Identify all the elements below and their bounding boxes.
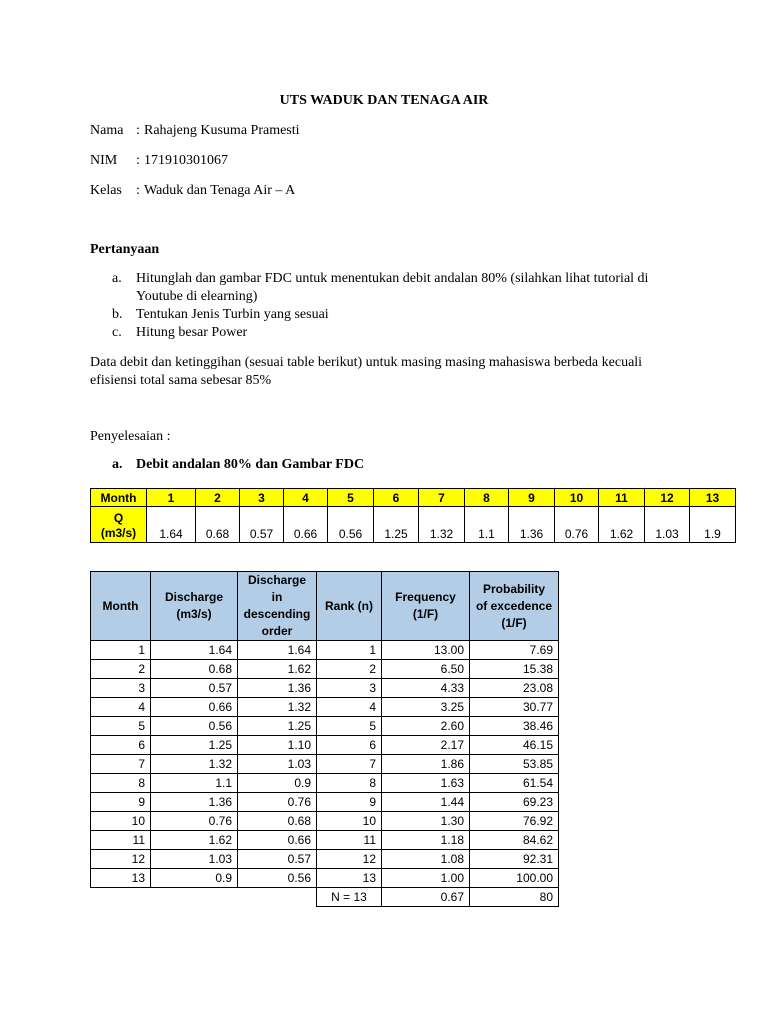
header-line: (1/F)	[412, 607, 439, 621]
fdc-cell-rank: 5	[317, 717, 382, 736]
table1-q-cell: 0.76	[555, 507, 599, 543]
table1-q-label	[91, 507, 147, 543]
header-line: order	[261, 624, 293, 638]
fdc-cell-discharge: 0.66	[151, 698, 238, 717]
fdc-cell-desc: 0.68	[238, 812, 317, 831]
table-row	[91, 717, 559, 736]
data-paragraph: Data debit dan ketinggihan (sesuai table berikut) untuk masing masing mahasiswa berbeda kecuali efisiensi total sama sebesar 85%	[90, 355, 643, 388]
fdc-cell-freq: 1.30	[382, 812, 470, 831]
table1-q-cell: 0.68	[196, 507, 240, 543]
fdc-cell-discharge: 1.1	[151, 774, 238, 793]
fdc-cell-rank: 12	[317, 850, 382, 869]
fdc-cell-prob: 7.69	[470, 641, 559, 660]
document-title: UTS WADUK DAN TENAGA AIR	[279, 93, 489, 108]
fdc-cell-rank: 11	[317, 831, 382, 850]
table-row	[91, 812, 559, 831]
fdc-cell-rank: 1	[317, 641, 382, 660]
fdc-cell-rank: 6	[317, 736, 382, 755]
header-line: (m3/s)	[176, 607, 212, 621]
table1-q-cell: 1.36	[509, 507, 555, 543]
table-row	[91, 793, 559, 812]
table1-q-cell: 1.1	[465, 507, 509, 543]
table1-q-cell: 0.56	[328, 507, 374, 543]
table-row	[91, 755, 559, 774]
fdc-cell-desc: 0.66	[238, 831, 317, 850]
fdc-cell-desc: 1.62	[238, 660, 317, 679]
info-value: Waduk dan Tenaga Air – A	[144, 183, 296, 198]
fdc-cell-freq: 1.08	[382, 850, 470, 869]
fdc-cell-prob: 15.38	[470, 660, 559, 679]
table1-month-cell: 6	[374, 489, 419, 507]
table1-q-cell: 1.62	[599, 507, 645, 543]
fdc-footer-blank	[151, 888, 238, 907]
fdc-cell-freq: 4.33	[382, 679, 470, 698]
fdc-cell-freq: 1.18	[382, 831, 470, 850]
fdc-cell-freq: 6.50	[382, 660, 470, 679]
fdc-header-row	[91, 572, 559, 641]
subsection-heading	[112, 457, 364, 473]
info-label: Kelas	[90, 183, 122, 198]
fdc-cell-rank: 10	[317, 812, 382, 831]
question-marker: b.	[112, 307, 123, 322]
fdc-cell-month: 5	[91, 717, 151, 736]
fdc-cell-desc: 0.76	[238, 793, 317, 812]
info-label: NIM	[90, 153, 118, 168]
fdc-cell-discharge: 0.56	[151, 717, 238, 736]
fdc-cell-freq: 1.44	[382, 793, 470, 812]
table1-month-cell: 3	[240, 489, 284, 507]
header-line: of excedence	[475, 598, 553, 613]
table1-month-row	[91, 489, 736, 507]
table-row	[91, 736, 559, 755]
fdc-cell-month: 3	[91, 679, 151, 698]
table1-q-cell: 1.32	[419, 507, 465, 543]
fdc-header-frequency	[382, 572, 470, 641]
fdc-cell-freq: 2.17	[382, 736, 470, 755]
fdc-cell-month: 2	[91, 660, 151, 679]
fdc-cell-desc: 1.32	[238, 698, 317, 717]
fdc-cell-prob: 92.31	[470, 850, 559, 869]
fdc-cell-month: 12	[91, 850, 151, 869]
fdc-cell-month: 10	[91, 812, 151, 831]
header-line: Discharge	[247, 573, 307, 587]
questions-list	[90, 270, 690, 342]
table1-q-label-line: (m3/s)	[100, 526, 137, 540]
fdc-cell-desc: 1.25	[238, 717, 317, 736]
table1-month-cell: 9	[509, 489, 555, 507]
header-line: in	[271, 590, 283, 604]
fdc-cell-discharge: 1.03	[151, 850, 238, 869]
fdc-cell-prob: 23.08	[470, 679, 559, 698]
fdc-cell-month: 11	[91, 831, 151, 850]
fdc-cell-desc: 1.03	[238, 755, 317, 774]
fdc-header-descending	[238, 572, 317, 641]
fdc-cell-month: 9	[91, 793, 151, 812]
info-row-nama	[90, 123, 300, 139]
header-line: descending	[243, 607, 311, 621]
question-item	[90, 270, 690, 306]
fdc-footer-prob: 80	[470, 888, 559, 907]
subsection-text: Debit andalan 80% dan Gambar FDC	[136, 457, 365, 472]
fdc-cell-month: 7	[91, 755, 151, 774]
fdc-cell-freq: 1.86	[382, 755, 470, 774]
table-row	[91, 831, 559, 850]
fdc-cell-discharge: 1.32	[151, 755, 238, 774]
fdc-footer-rank: N = 13	[317, 888, 382, 907]
info-row-kelas	[90, 183, 295, 199]
table1-q-row	[91, 507, 736, 543]
fdc-cell-month: 4	[91, 698, 151, 717]
fdc-cell-rank: 8	[317, 774, 382, 793]
fdc-cell-rank: 2	[317, 660, 382, 679]
fdc-cell-desc: 0.57	[238, 850, 317, 869]
table1-month-cell: 12	[645, 489, 690, 507]
header-line: Discharge	[164, 590, 224, 604]
table1-q-label-line: Q	[113, 511, 124, 525]
table1-month-cell: 2	[196, 489, 240, 507]
info-separator: :	[136, 183, 140, 198]
fdc-cell-prob: 46.15	[470, 736, 559, 755]
question-marker: c.	[112, 325, 122, 340]
fdc-cell-rank: 13	[317, 869, 382, 888]
fdc-cell-discharge: 1.62	[151, 831, 238, 850]
fdc-cell-prob: 69.23	[470, 793, 559, 812]
fdc-header-discharge	[151, 572, 238, 641]
fdc-cell-discharge: 1.64	[151, 641, 238, 660]
fdc-table-body	[91, 641, 559, 907]
table1-month-cell: 7	[419, 489, 465, 507]
header-line: Probability	[482, 581, 545, 596]
fdc-cell-freq: 2.60	[382, 717, 470, 736]
questions-heading: Pertanyaan	[90, 242, 160, 257]
fdc-cell-freq: 13.00	[382, 641, 470, 660]
fdc-header-rank: Rank (n)	[317, 572, 382, 641]
fdc-header-probability	[470, 572, 559, 641]
fdc-cell-desc: 0.56	[238, 869, 317, 888]
fdc-cell-month: 1	[91, 641, 151, 660]
solution-label: Penyelesaian :	[90, 429, 171, 444]
info-separator: :	[136, 123, 140, 138]
fdc-cell-discharge: 0.76	[151, 812, 238, 831]
fdc-cell-desc: 1.64	[238, 641, 317, 660]
info-value: Rahajeng Kusuma Pramesti	[144, 123, 300, 138]
table1-q-cell: 1.03	[645, 507, 690, 543]
fdc-cell-freq: 3.25	[382, 698, 470, 717]
fdc-cell-month: 8	[91, 774, 151, 793]
fdc-cell-discharge: 1.36	[151, 793, 238, 812]
fdc-cell-prob: 30.77	[470, 698, 559, 717]
fdc-cell-freq: 1.63	[382, 774, 470, 793]
question-item	[90, 306, 690, 324]
fdc-cell-prob: 84.62	[470, 831, 559, 850]
question-item	[90, 324, 690, 342]
fdc-cell-month: 6	[91, 736, 151, 755]
table-row	[91, 679, 559, 698]
table-row	[91, 774, 559, 793]
table1-month-cell: 10	[555, 489, 599, 507]
info-label: Nama	[90, 123, 124, 138]
info-separator: :	[136, 153, 140, 168]
fdc-cell-discharge: 0.57	[151, 679, 238, 698]
fdc-cell-rank: 9	[317, 793, 382, 812]
question-text: Tentukan Jenis Turbin yang sesuai	[136, 307, 329, 322]
table1-q-cell: 1.64	[147, 507, 196, 543]
question-text: Hitung besar Power	[136, 325, 248, 340]
table1-q-cell: 0.66	[284, 507, 328, 543]
fdc-cell-discharge: 0.9	[151, 869, 238, 888]
info-value: 171910301067	[144, 153, 228, 168]
table1-month-cell: 1	[147, 489, 196, 507]
header-line: (1/F)	[501, 615, 527, 630]
fdc-cell-prob: 76.92	[470, 812, 559, 831]
info-row-nim	[90, 153, 228, 169]
fdc-cell-rank: 7	[317, 755, 382, 774]
table1-month-cell: 13	[690, 489, 736, 507]
header-line: Frequency	[395, 590, 456, 604]
table1-month-label: Month	[91, 489, 147, 507]
table1-q-cell: 1.9	[690, 507, 736, 543]
fdc-cell-discharge: 1.25	[151, 736, 238, 755]
table-row	[91, 660, 559, 679]
fdc-cell-prob: 61.54	[470, 774, 559, 793]
table-row	[91, 698, 559, 717]
table1-month-cell: 4	[284, 489, 328, 507]
fdc-cell-prob: 100.00	[470, 869, 559, 888]
fdc-cell-prob: 53.85	[470, 755, 559, 774]
fdc-table	[90, 571, 559, 907]
table1-month-cell: 5	[328, 489, 374, 507]
table-row	[91, 869, 559, 888]
question-marker: a.	[112, 271, 122, 286]
fdc-cell-rank: 3	[317, 679, 382, 698]
fdc-cell-desc: 0.9	[238, 774, 317, 793]
table1-month-cell: 8	[465, 489, 509, 507]
fdc-cell-discharge: 0.68	[151, 660, 238, 679]
fdc-cell-desc: 1.36	[238, 679, 317, 698]
table1-month-cell: 11	[599, 489, 645, 507]
fdc-header-month: Month	[91, 572, 151, 641]
fdc-cell-prob: 38.46	[470, 717, 559, 736]
question-text: Hitunglah dan gambar FDC untuk menentukan debit andalan 80% (silahkan lihat tutorial di Youtube di elearning)	[136, 271, 649, 304]
fdc-cell-month: 13	[91, 869, 151, 888]
fdc-footer-blank	[91, 888, 151, 907]
fdc-cell-freq: 1.00	[382, 869, 470, 888]
table1-q-cell: 1.25	[374, 507, 419, 543]
fdc-cell-desc: 1.10	[238, 736, 317, 755]
fdc-footer-freq: 0.67	[382, 888, 470, 907]
table1-q-cell: 0.57	[240, 507, 284, 543]
table-row	[91, 850, 559, 869]
monthly-discharge-table	[90, 488, 736, 543]
fdc-footer-blank	[238, 888, 317, 907]
fdc-cell-rank: 4	[317, 698, 382, 717]
fdc-footer-row	[91, 888, 559, 907]
table-row	[91, 641, 559, 660]
subsection-marker: a.	[112, 457, 123, 472]
